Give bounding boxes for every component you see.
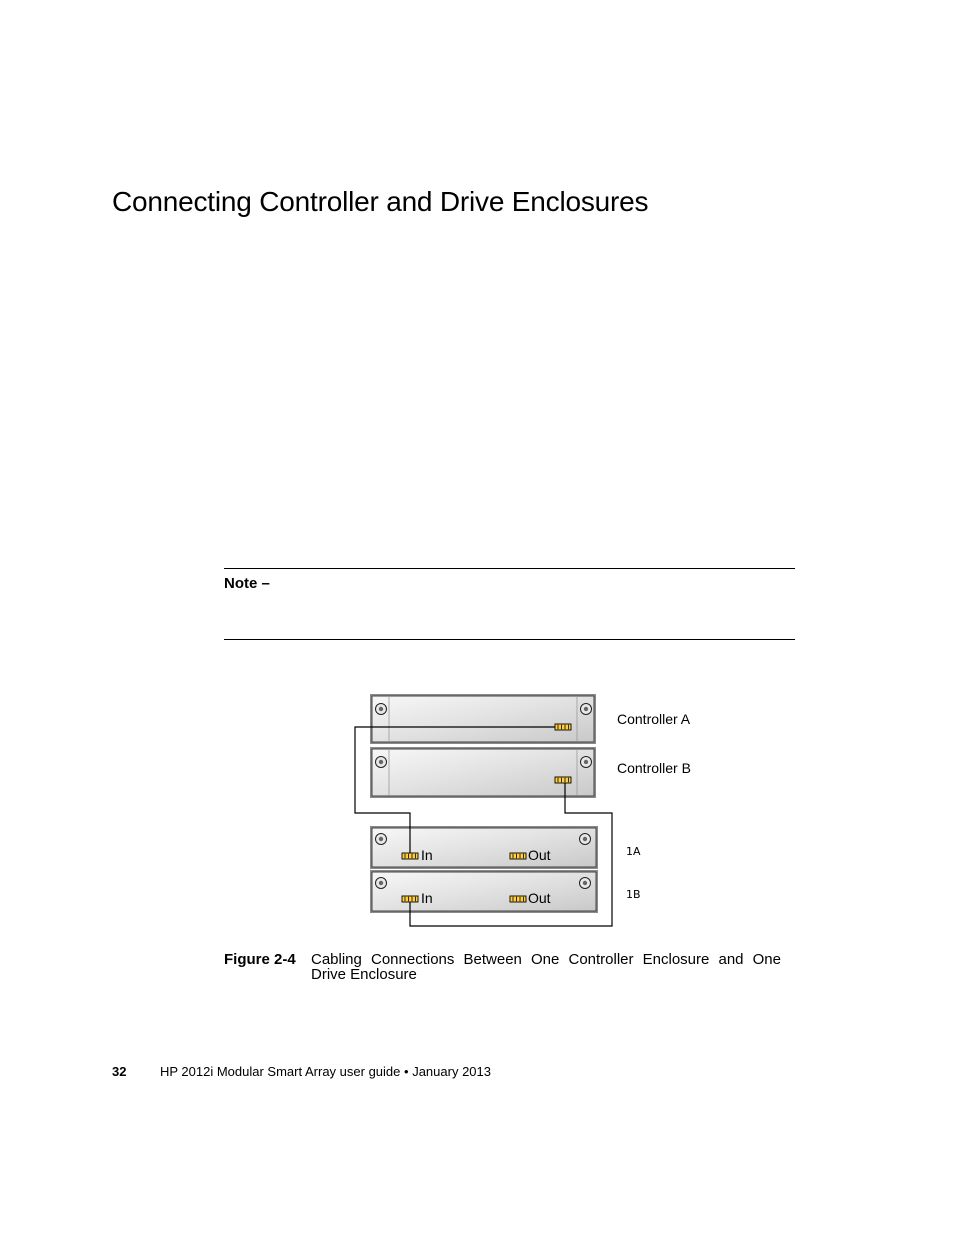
page-footer (112, 1064, 491, 1079)
drive-1a-out-label: Out (528, 847, 551, 863)
controller-b-enclosure (370, 747, 596, 798)
controller-a-label: Controller A (617, 711, 691, 727)
screw-icon (580, 834, 591, 845)
footer-separator: • (404, 1064, 409, 1079)
screw-icon (580, 878, 591, 889)
drive-1a-out-port-icon (510, 853, 526, 859)
screw-icon (376, 704, 387, 715)
screw-icon (581, 757, 592, 768)
note-label: Note – (224, 575, 270, 592)
drive-1a-in-port-icon (402, 853, 418, 859)
drive-1b-enclosure (370, 870, 598, 913)
screw-icon (376, 834, 387, 845)
drive-1a-enclosure (370, 826, 598, 869)
controller-b-port-icon (555, 777, 571, 783)
page-title: Connecting Controller and Drive Enclosures (112, 186, 649, 217)
drive-1a-label: 1A (626, 845, 641, 858)
footer-date: January 2013 (412, 1064, 491, 1079)
figure-caption-text: Cabling Connections Between One Controller Enclosure and One Drive Enclosure (311, 951, 781, 983)
drive-1b-label: 1B (626, 888, 641, 901)
controller-b-label: Controller B (617, 760, 691, 776)
screw-icon (581, 704, 592, 715)
figure-number: Figure 2-4 (224, 951, 296, 968)
screw-icon (376, 757, 387, 768)
controller-a-enclosure (370, 694, 596, 744)
footer-title: HP 2012i Modular Smart Array user guide (160, 1064, 401, 1079)
drive-1b-in-port-icon (402, 896, 418, 902)
controller-a-port-icon (555, 724, 571, 730)
drive-1b-out-port-icon (510, 896, 526, 902)
cabling-diagram (340, 685, 760, 935)
note-bottom-rule (224, 639, 795, 640)
note-top-rule (224, 568, 795, 569)
screw-icon (376, 878, 387, 889)
drive-1b-out-label: Out (528, 890, 551, 906)
drive-1a-in-label: In (421, 847, 433, 863)
footer-page-number: 32 (112, 1064, 127, 1079)
drive-1b-in-label: In (421, 890, 433, 906)
